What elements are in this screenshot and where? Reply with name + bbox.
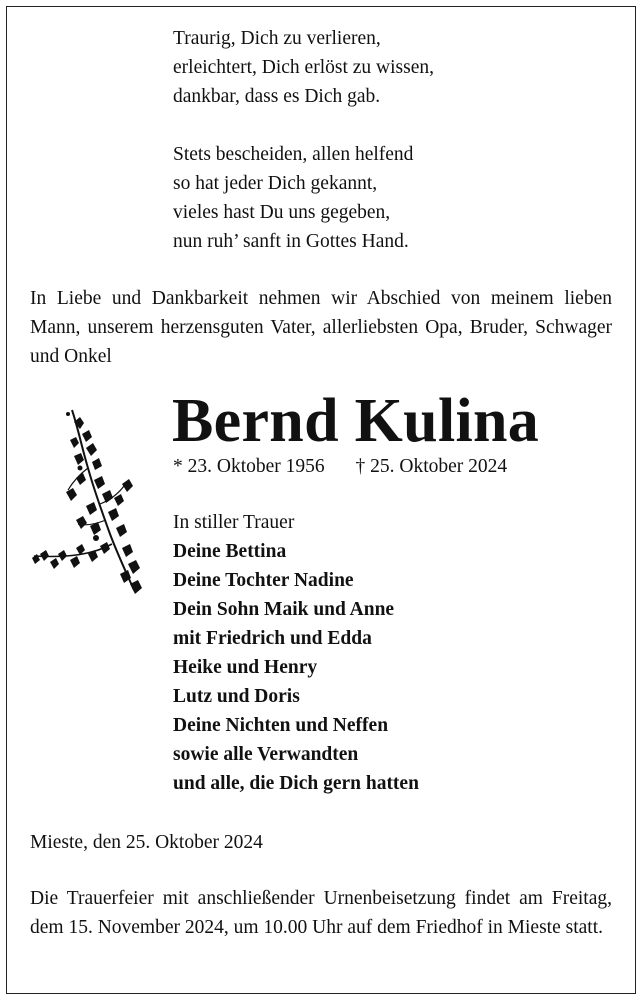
poem bbox=[173, 24, 434, 256]
mourner-name: sowie alle Verwandten bbox=[173, 744, 359, 765]
mourner-name: mit Friedrich und Edda bbox=[173, 628, 372, 649]
mourners-list bbox=[173, 508, 419, 798]
birth-date: * 23. Oktober 1956 bbox=[173, 456, 325, 477]
intro-text: In Liebe und Dankbarkeit nehmen wir Abschied von meinem lieben Mann, unserem herzensguten Vater, allerliebsten Opa, Bruder, Schwager und Onkel bbox=[30, 288, 612, 367]
poem-line: erleichtert, Dich erlöst zu wissen, bbox=[173, 57, 434, 78]
deceased-name: Bernd Kulina bbox=[172, 387, 540, 455]
mourner-name: Heike und Henry bbox=[173, 657, 318, 678]
poem-line: nun ruh’ sanft in Gottes Hand. bbox=[173, 231, 409, 252]
mourner-name: Lutz und Doris bbox=[173, 686, 300, 707]
poem-line: dankbar, dass es Dich gab. bbox=[173, 86, 381, 107]
mourning-heading: In stiller Trauer bbox=[173, 512, 295, 533]
mourner-name: Deine Nichten und Neffen bbox=[173, 715, 389, 736]
mourner-name: Deine Bettina bbox=[173, 541, 287, 562]
poem-line: vieles hast Du uns gegeben, bbox=[173, 202, 391, 223]
poem-line: Traurig, Dich zu verlieren, bbox=[173, 28, 381, 49]
mourner-name: Dein Sohn Maik und Anne bbox=[173, 599, 395, 620]
mourner-name: Deine Tochter Nadine bbox=[173, 570, 354, 591]
mourner-name: und alle, die Dich gern hatten bbox=[173, 773, 419, 794]
poem-line: Stets bescheiden, allen helfend bbox=[173, 144, 414, 165]
life-dates bbox=[173, 452, 507, 481]
poem-line: so hat jeder Dich gekannt, bbox=[173, 173, 378, 194]
death-date: † 25. Oktober 2024 bbox=[355, 456, 508, 477]
place-and-date: Mieste, den 25. Oktober 2024 bbox=[30, 832, 263, 853]
funeral-service-text: Die Trauerfeier mit anschließender Urnenbeisetzung findet am Freitag, dem 15. November 2024, um 10.00 Uhr auf dem Friedhof in Mieste statt. bbox=[30, 888, 612, 938]
ivy-branch-icon bbox=[30, 408, 150, 598]
